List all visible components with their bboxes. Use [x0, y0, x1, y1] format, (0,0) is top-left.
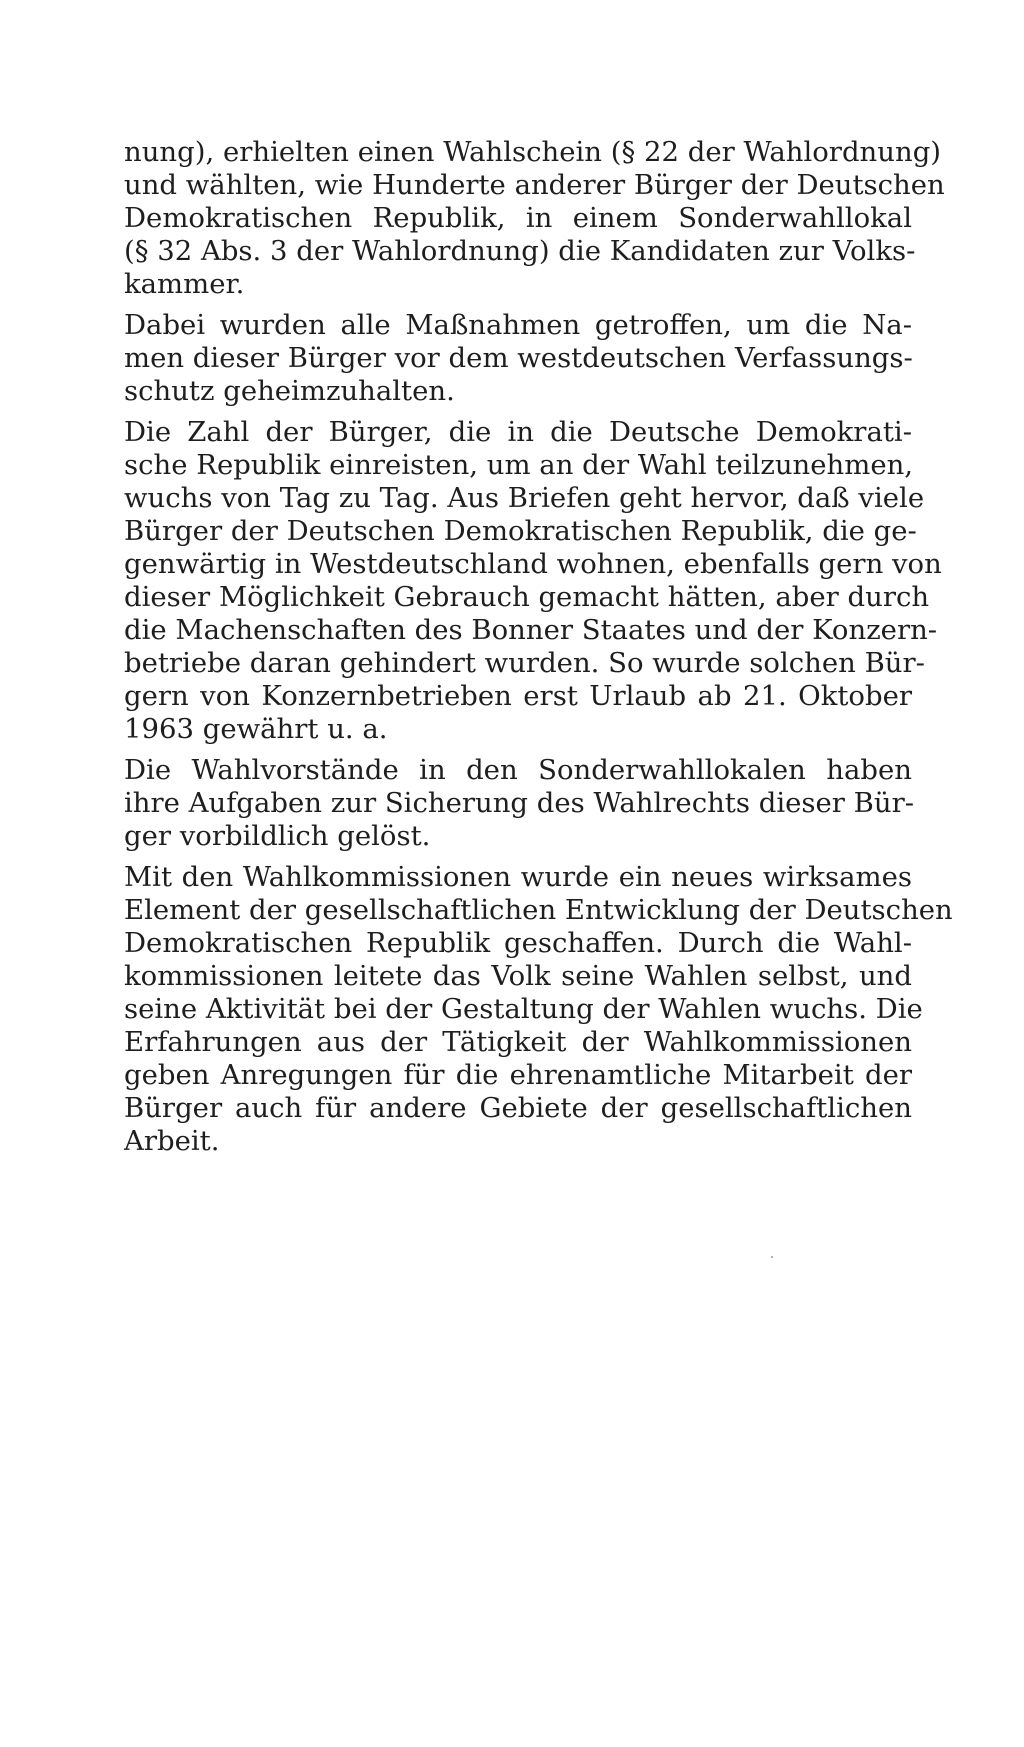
text-line: gern von Konzernbetrieben erst Urlaub ab 21. Oktober — [124, 680, 912, 712]
scan-speck — [771, 1256, 773, 1258]
text-line: Erfahrungen aus der Tätigkeit der Wahlkommissionen — [124, 1026, 912, 1058]
text-line: Element der gesellschaftlichen Entwicklung der Deutschen — [124, 894, 953, 926]
text-line: Die Zahl der Bürger, die in die Deutsche Demokrati- — [124, 416, 912, 448]
paragraph-5 — [124, 861, 953, 1158]
body-text — [124, 136, 953, 1166]
paragraph-4 — [124, 754, 915, 853]
text-line: Dabei wurden alle Maßnahmen getroffen, um die Na- — [124, 309, 912, 341]
text-line: Arbeit. — [124, 1125, 220, 1157]
text-line: Bürger auch für andere Gebiete der gesellschaftlichen — [124, 1092, 912, 1124]
text-line: Demokratischen Republik geschaffen. Durch die Wahl- — [124, 927, 912, 959]
text-line: nung), erhielten einen Wahlschein (§ 22 der Wahlordnung) — [124, 136, 942, 168]
text-line: seine Aktivität bei der Gestaltung der Wahlen wuchs. Die — [124, 993, 923, 1025]
paragraph-1 — [124, 136, 945, 301]
text-line: kammer. — [124, 268, 245, 300]
text-line: kommissionen leitete das Volk seine Wahlen selbst, und — [124, 960, 912, 992]
text-line: dieser Möglichkeit Gebrauch gemacht hätten, aber durch — [124, 581, 930, 613]
text-line: ger vorbildlich gelöst. — [124, 820, 431, 852]
text-line: Demokratischen Republik, in einem Sonderwahllokal — [124, 202, 912, 234]
text-line: und wählten, wie Hunderte anderer Bürger der Deutschen — [124, 169, 945, 201]
paragraph-2 — [124, 309, 912, 408]
text-line: Bürger der Deutschen Demokratischen Republik, die ge- — [124, 515, 917, 547]
text-line: men dieser Bürger vor dem westdeutschen Verfassungs- — [124, 342, 913, 374]
text-line: ihre Aufgaben zur Sicherung des Wahlrechts dieser Bür- — [124, 787, 915, 819]
text-line: geben Anregungen für die ehrenamtliche Mitarbeit der — [124, 1059, 912, 1091]
text-line: (§ 32 Abs. 3 der Wahlordnung) die Kandidaten zur Volks- — [124, 235, 916, 267]
text-line: wuchs von Tag zu Tag. Aus Briefen geht hervor, daß viele — [124, 482, 925, 514]
text-line: schutz geheimzuhalten. — [124, 375, 455, 407]
text-line: sche Republik einreisten, um an der Wahl teilzunehmen, — [124, 449, 914, 481]
paragraph-3 — [124, 416, 942, 746]
text-line: genwärtig in Westdeutschland wohnen, ebenfalls gern von — [124, 548, 942, 580]
text-line: betriebe daran gehindert wurden. So wurde solchen Bür- — [124, 647, 925, 679]
text-line: die Machenschaften des Bonner Staates und der Konzern- — [124, 614, 938, 646]
text-line: Mit den Wahlkommissionen wurde ein neues wirksames — [124, 861, 912, 893]
text-line: Die Wahlvorstände in den Sonderwahllokalen haben — [124, 754, 912, 786]
text-line: 1963 gewährt u. a. — [124, 713, 388, 745]
